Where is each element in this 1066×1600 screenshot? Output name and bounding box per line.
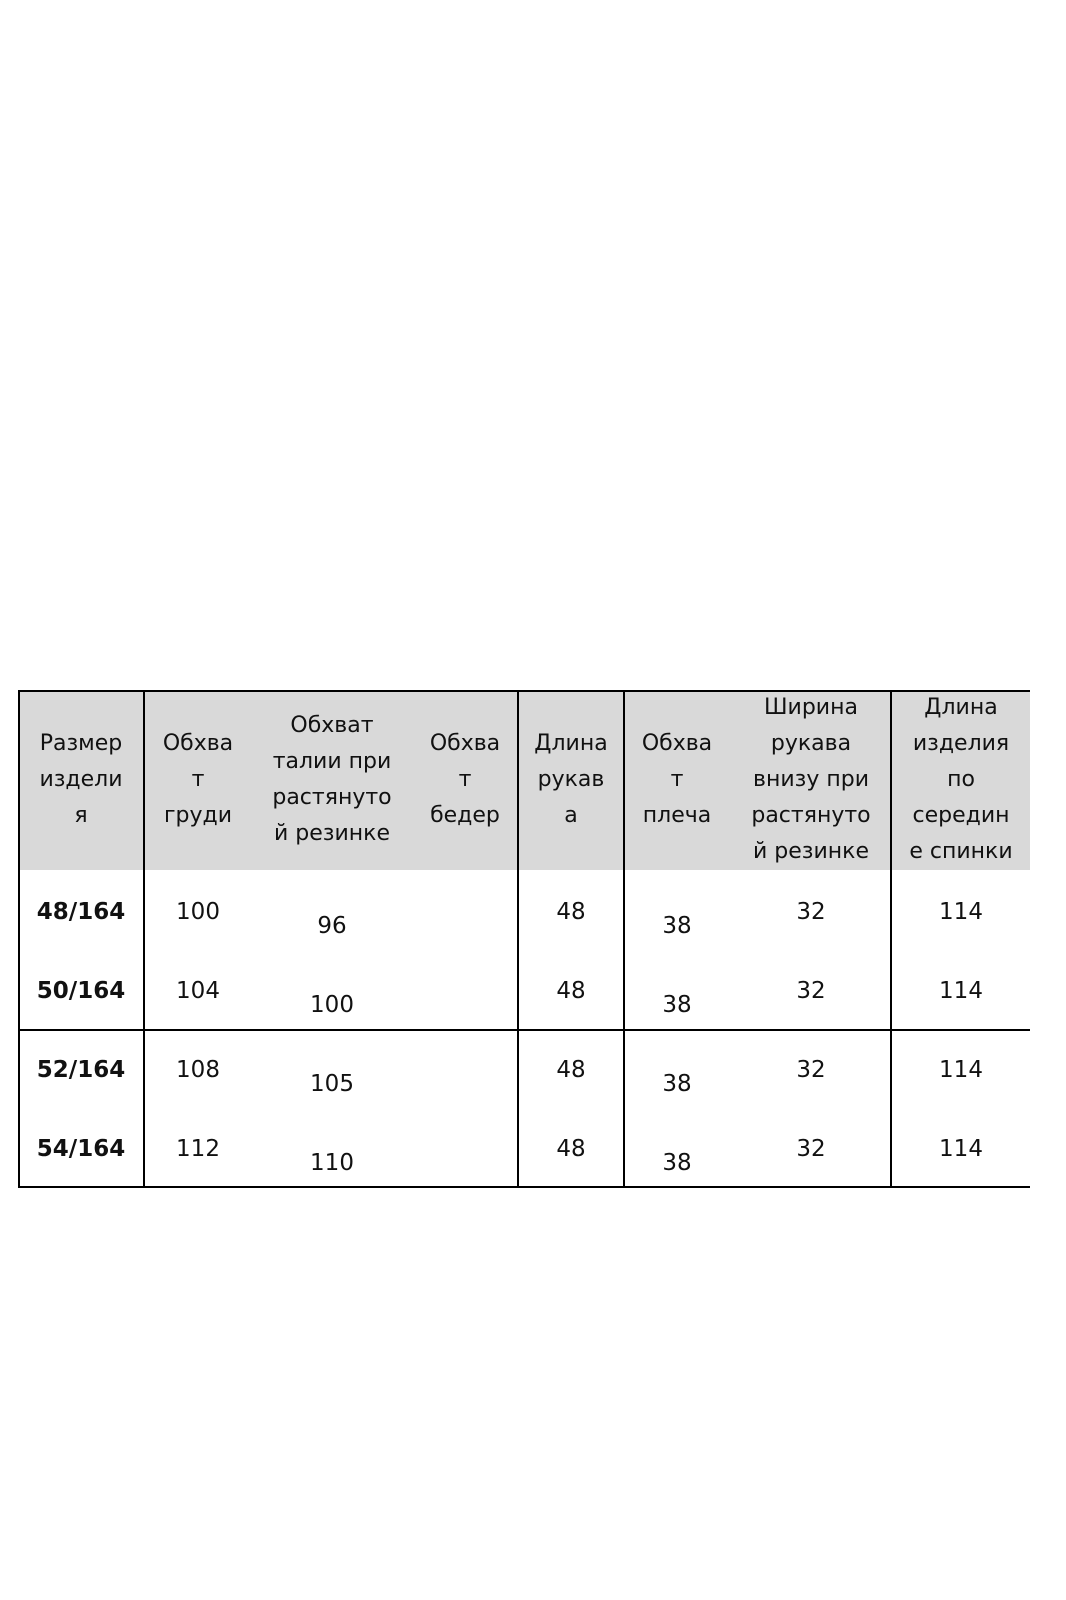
- row-3-size: 52/164: [36, 1057, 126, 1083]
- row-2-length: 114: [939, 978, 983, 1004]
- row-2-chest: 104: [176, 978, 220, 1004]
- group-divider: [18, 1029, 1030, 1031]
- row-1-shoulder: 38: [662, 913, 692, 939]
- row-2-hips: [412, 971, 518, 1011]
- row-1-size: 48/164: [36, 899, 126, 925]
- header-waist: Обхват талии при растянуто й резинке: [272, 713, 392, 846]
- row-2-waist: 100: [310, 992, 354, 1018]
- row-3-sleeve-length: 48: [556, 1057, 586, 1083]
- row-3-waist: 105: [310, 1071, 354, 1097]
- row-4-length: 114: [939, 1136, 983, 1162]
- row-4-shoulder: 38: [662, 1150, 692, 1176]
- row-4-sleeve-width: 32: [796, 1136, 826, 1162]
- row-1-chest: 100: [176, 899, 220, 925]
- row-4-waist: 110: [310, 1150, 354, 1176]
- row-4-size: 54/164: [36, 1136, 126, 1162]
- row-3-shoulder: 38: [662, 1071, 692, 1097]
- header-shoulder: Обхва т плеча: [641, 731, 713, 828]
- row-1-length: 114: [939, 899, 983, 925]
- row-2-sleeve-length: 48: [556, 978, 586, 1004]
- table-bottom-border: [18, 1186, 1030, 1188]
- row-2-size: 50/164: [36, 978, 126, 1004]
- row-4-hips: [412, 1129, 518, 1169]
- table-left-border: [18, 690, 20, 1188]
- row-1-hips: [412, 892, 518, 932]
- row-4-chest: 112: [176, 1136, 220, 1162]
- column-divider: [623, 690, 625, 1188]
- row-3-sleeve-width: 32: [796, 1057, 826, 1083]
- row-1-waist: 96: [317, 913, 347, 939]
- row-3-chest: 108: [176, 1057, 220, 1083]
- header-sleeve-length: Длина рукав а: [534, 731, 608, 828]
- size-table: [18, 690, 1030, 1188]
- header-size: Размер издели я: [39, 731, 123, 828]
- column-divider: [517, 690, 519, 1188]
- row-1-sleeve-length: 48: [556, 899, 586, 925]
- header-hips: Обхва т бедер: [429, 731, 501, 828]
- row-2-sleeve-width: 32: [796, 978, 826, 1004]
- row-2-shoulder: 38: [662, 992, 692, 1018]
- row-3-length: 114: [939, 1057, 983, 1083]
- row-1-sleeve-width: 32: [796, 899, 826, 925]
- row-4-sleeve-length: 48: [556, 1136, 586, 1162]
- column-divider: [890, 690, 892, 1188]
- column-divider: [143, 690, 145, 1188]
- header-product-length: Длина изделия по середин е спинки: [909, 695, 1013, 864]
- header-chest: Обхва т груди: [162, 731, 234, 828]
- table-top-border: [18, 690, 1030, 692]
- row-3-hips: [412, 1050, 518, 1090]
- header-sleeve-width: Ширина рукава внизу при растянуто й резинке: [751, 695, 871, 864]
